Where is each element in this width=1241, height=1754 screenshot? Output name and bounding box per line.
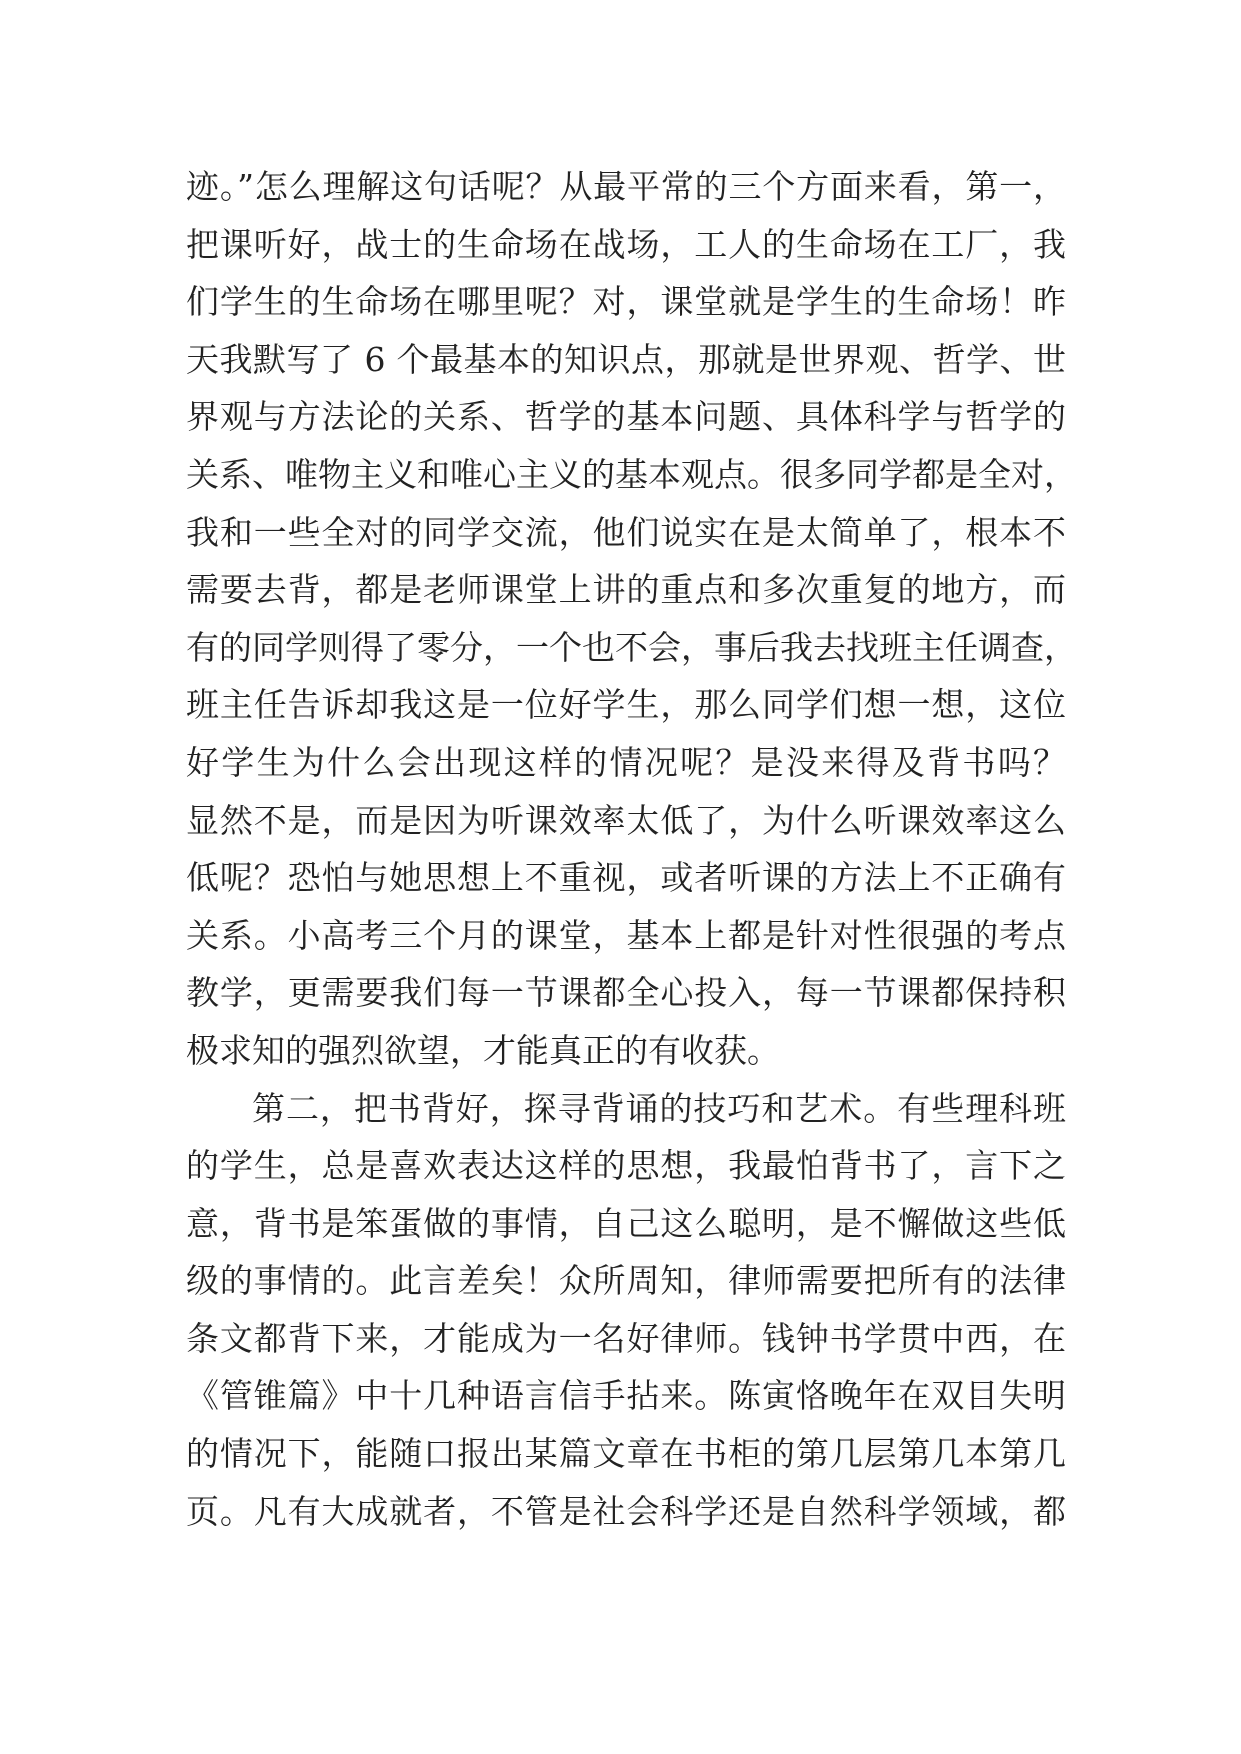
text-line: 把课听好，战士的生命场在战场，工人的生命场在工厂，我 xyxy=(186,224,1066,264)
text-line: 的情况下，能随口报出某篇文章在书柜的第几层第几本第几 xyxy=(186,1434,1066,1474)
paragraph-end-line: 极求知的强烈欲望，才能真正的有收获。 xyxy=(186,1030,780,1070)
text-line: 迹。”怎么理解这句话呢？从最平常的三个方面来看，第一， xyxy=(186,167,1066,206)
paragraph-start-line: 第二，把书背好，探寻背诵的技巧和艺术。有些理科班 xyxy=(252,1088,1066,1128)
text-line: 关系。小高考三个月的课堂，基本上都是针对性很强的考点 xyxy=(186,915,1066,955)
text-line: 关系、唯物主义和唯心主义的基本观点。很多同学都是全对， xyxy=(186,454,1077,494)
text-line: 好学生为什么会出现这样的情况呢？是没来得及背书吗？ xyxy=(186,742,1066,782)
text-line: 低呢？恐怕与她思想上不重视，或者听课的方法上不正确有 xyxy=(186,858,1066,898)
text-line: 天我默写了 6 个最基本的知识点，那就是世界观、哲学、世 xyxy=(186,339,1066,379)
text-line: 意，背书是笨蛋做的事情，自己这么聪明，是不懈做这些低 xyxy=(186,1203,1066,1243)
text-line: 需要去背，都是老师课堂上讲的重点和多次重复的地方，而 xyxy=(186,570,1066,610)
text-line: 班主任告诉却我这是一位好学生，那么同学们想一想，这位 xyxy=(186,685,1066,725)
text-line: 教学，更需要我们每一节课都全心投入，每一节课都保持积 xyxy=(186,973,1066,1013)
body-text xyxy=(186,158,1077,1540)
text-line: 界观与方法论的关系、哲学的基本问题、具体科学与哲学的 xyxy=(186,397,1066,437)
text-line: 们学生的生命场在哪里呢？对，课堂就是学生的生命场！昨 xyxy=(186,282,1066,322)
text-line: 级的事情的。此言差矣！众所周知，律师需要把所有的法律 xyxy=(186,1261,1066,1301)
text-line: 我和一些全对的同学交流，他们说实在是太简单了，根本不 xyxy=(186,512,1066,552)
text-line: 《管锥篇》中十几种语言信手拈来。陈寅恪晚年在双目失明 xyxy=(186,1376,1066,1416)
text-line: 的学生，总是喜欢表达这样的思想，我最怕背书了，言下之 xyxy=(186,1146,1066,1186)
text-line: 显然不是，而是因为听课效率太低了，为什么听课效率这么 xyxy=(186,800,1066,840)
text-line: 有的同学则得了零分，一个也不会，事后我去找班主任调查， xyxy=(186,627,1077,667)
text-line: 条文都背下来，才能成为一名好律师。钱钟书学贯中西，在 xyxy=(186,1318,1066,1358)
text-line: 页。凡有大成就者，不管是社会科学还是自然科学领域，都 xyxy=(186,1491,1066,1531)
